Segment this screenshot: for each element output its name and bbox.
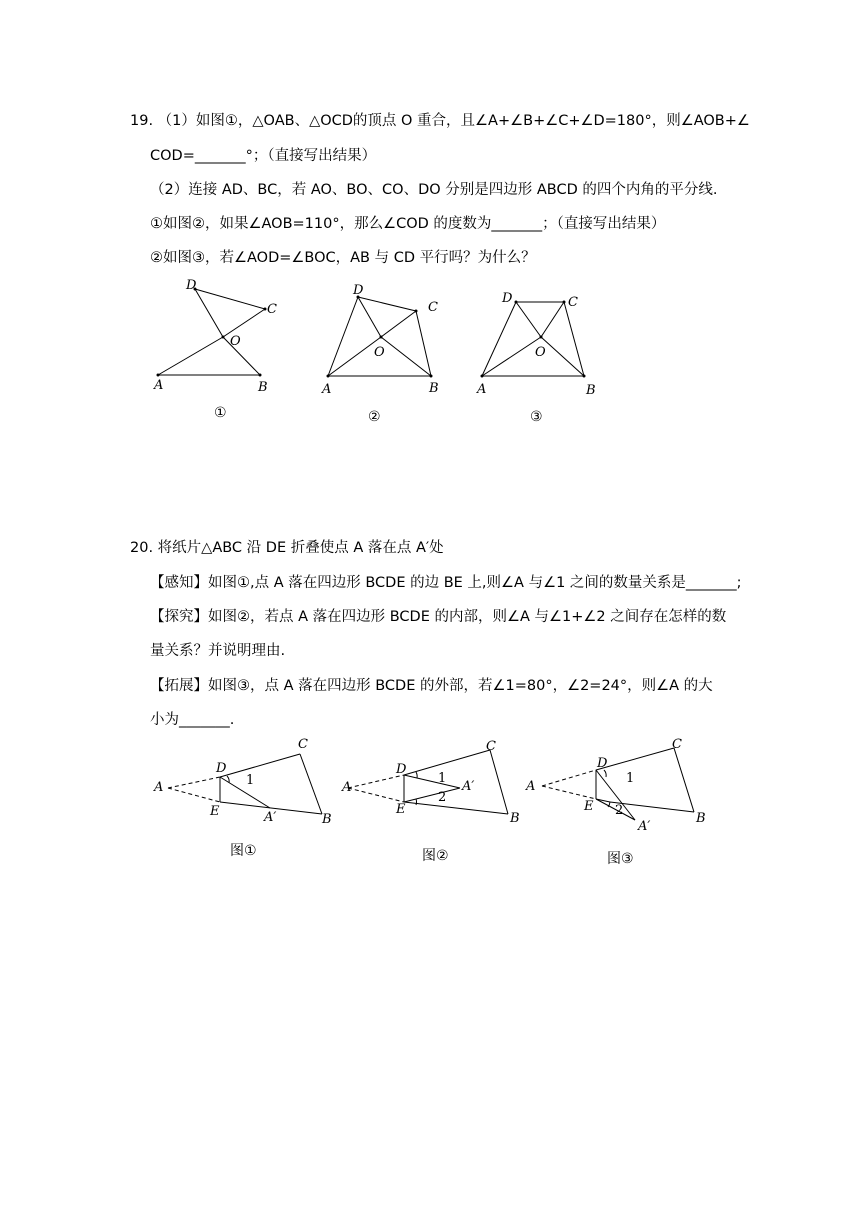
q20-figure-1: [150, 735, 340, 830]
q20-line-2: 【感知】如图①,点 A 落在四边形 BCDE 的边 BE 上,则∠A 与∠1 之间的数量关系是_______;: [150, 575, 742, 591]
label-C: C: [298, 737, 308, 752]
q20-line-5: 【拓展】如图③，点 A 落在四边形 BCDE 的外部，若∠1=80°，∠2=24°，则∠A 的大: [150, 678, 713, 694]
label-D: D: [216, 761, 227, 776]
q19-figure-3: [474, 284, 604, 404]
label-B: B: [696, 811, 706, 826]
label-B: B: [429, 381, 439, 396]
label-O: O: [535, 345, 546, 360]
label-B: B: [322, 812, 332, 827]
label-B: B: [510, 811, 520, 826]
label-B: B: [258, 380, 268, 395]
q20-caption-3: 图③: [607, 851, 634, 867]
label-A: A: [526, 779, 536, 794]
label-E: E: [210, 804, 220, 819]
label-D: D: [353, 283, 364, 298]
q20-figure-2: [340, 735, 530, 830]
label-D: D: [597, 756, 608, 771]
label-C: C: [428, 300, 438, 315]
q20-caption-1: 图①: [230, 843, 257, 859]
label-A: A: [342, 780, 352, 795]
q19-line-5: ②如图③，若∠AOD=∠BOC，AB 与 CD 平行吗？为什么？: [150, 250, 536, 266]
label-D: D: [396, 762, 407, 777]
angle-1: 1: [438, 771, 447, 786]
label-A: A: [477, 382, 487, 397]
q19-caption-2: ②: [368, 409, 381, 425]
q19-line-3: （2）连接 AD、BC，若 AO、BO、CO、DO 分别是四边形 ABCD 的四个内角的平分线.: [150, 182, 718, 198]
angle-2: 2: [615, 803, 624, 818]
q20-line-6: 小为_______.: [150, 712, 235, 728]
q19-line-4: ①如图②，如果∠AOB=110°，那么∠COD 的度数为_______；（直接写出结果）: [150, 216, 666, 232]
label-A-prime: A′: [462, 779, 475, 794]
label-C: C: [486, 739, 496, 754]
q19-figure-1: [150, 275, 280, 400]
q19-caption-1: ①: [214, 405, 227, 421]
label-C: C: [267, 302, 277, 317]
label-D: D: [186, 278, 197, 293]
label-E: E: [396, 802, 406, 817]
label-A: A: [154, 780, 164, 795]
label-A: A: [322, 382, 332, 397]
angle-1: 1: [626, 771, 635, 786]
label-A-prime: A′: [638, 819, 651, 834]
label-B: B: [586, 383, 596, 398]
q20-line-1: 20. 将纸片△ABC 沿 DE 折叠使点 A 落在点 A′处: [130, 540, 444, 556]
q20-figure-3: [520, 730, 720, 840]
q19-figure-2: [318, 280, 448, 400]
q19-line-1: 19. （1）如图①，△OAB、△OCD的顶点 O 重合，且∠A+∠B+∠C+∠D=180°，则∠AOB+∠: [130, 113, 750, 129]
q19-line-2: COD=_______°；（直接写出结果）: [150, 148, 377, 164]
label-D: D: [502, 291, 513, 306]
label-C: C: [568, 295, 578, 310]
q20-line-3: 【探究】如图②，若点 A 落在四边形 BCDE 的内部，则∠A 与∠1+∠2 之间存在怎样的数: [150, 609, 727, 625]
q19-caption-3: ③: [530, 409, 543, 425]
label-C: C: [672, 737, 682, 752]
angle-2: 2: [438, 790, 447, 805]
label-A: A: [154, 378, 164, 393]
label-E: E: [584, 799, 594, 814]
q20-line-4: 量关系？并说明理由.: [150, 643, 286, 659]
label-A-prime: A′: [264, 810, 277, 825]
angle-1: 1: [246, 773, 255, 788]
label-O: O: [374, 345, 385, 360]
q20-caption-2: 图②: [422, 848, 449, 864]
label-O: O: [230, 334, 241, 349]
